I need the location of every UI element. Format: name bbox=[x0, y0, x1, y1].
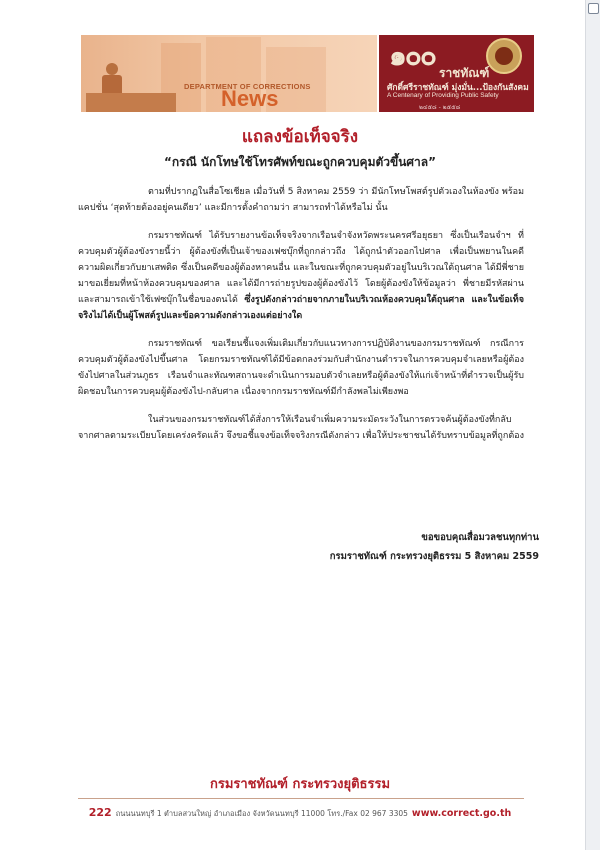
paragraph-facts bbox=[78, 228, 524, 324]
statement-body bbox=[78, 184, 524, 456]
extension-icon[interactable] bbox=[588, 3, 599, 14]
page-subtitle: “กรณี นักโทษใช้โทรศัพท์ขณะถูกควบคุมตัวขึ้นศาล” bbox=[163, 155, 437, 169]
department-label: DEPARTMENT OF CORRECTIONS bbox=[184, 82, 311, 91]
footer-divider bbox=[78, 798, 524, 799]
paragraph-procedure: กรมราชทัณฑ์ ขอเรียนชี้แจงเพิ่มเติมเกี่ยวกับแนวทางการปฏิบัติงานของกรมราชทัณฑ์ กรณีการควบคุมตัวผู้ต้องขังไปขึ้นศาล โดยกรมราชทัณฑ์ได้มีข้อตกลงร่วมกับสำนักงานตำรวจในการควบคุมจำเลยหรือผู้ต้องขังไปศาลในส่วนภูธร เรือนจำและทัณฑสถานจะดำเนินการมอบตัวจำเลยหรือผู้ต้องขังให้แก่เจ้าหน้าที่ตำรวจเป็นผู้รับผิดชอบในการควบคุมผู้ต้องขังไป-กลับศาล เนื่องจากกรมราชทัณฑ์มีกำลังพลไม่เพียงพอ bbox=[78, 339, 524, 397]
banner-photo-panel bbox=[81, 35, 377, 112]
page-title: แถลงข้อเท็จจริง bbox=[241, 127, 359, 147]
footer-address-number: 222 bbox=[88, 806, 112, 819]
logo-wordmark: ราชทัณฑ์ bbox=[439, 66, 490, 80]
news-label: News bbox=[221, 86, 279, 111]
footer-contact bbox=[0, 806, 600, 820]
department-seal-icon bbox=[486, 38, 522, 74]
rail-caption bbox=[588, 18, 598, 78]
paragraph-facts-text: กรมราชทัณฑ์ ได้รับรายงานข้อเท็จจริงจากเรือนจำจังหวัดพระนครศรีอยุธยา ซึ่งเป็นเรือนจำฯ ที่ควบคุมตัวผู้ต้องขังรายนี้ว่า ผู้ต้องขังที่เป็นเจ้าของเฟซบุ๊กที่ถูกกล่าวถึง ได้ถูกนำตัวออกไปศาล เพื่อเป็นพยานในคดีความผิดเกี่ยวกับยาเสพติด ซึ่งเป็นคดีของผู้ต้องหาคนอื่น และในขณะที่ถูกควบคุมตัวอยู่ในบริเวณใต้ถุนศาล ได้มีพี่ชายมาขอเยี่ยมที่หน้าห้องควบคุมของศาล และได้มีการถ่ายรูปของผู้ต้องขังไว้ โดยผู้ต้องขังให้ข้อมูลว่า พี่ชายมีรหัสผ่านและสามารถเข้าใช้เฟซบุ๊กในชื่อของตนได้ bbox=[78, 231, 524, 305]
paragraph-facts-emphasis: ซึ่งรูปดังกล่าวถ่ายจากภายในบริเวณห้องควบคุมใต้ถุนศาล และในข้อเท็จจริงไม่ได้เป็นผู้โพสต์รูปและข้อความดังกล่าวเองแต่อย่างใด bbox=[78, 295, 525, 321]
centenary-logo-panel bbox=[379, 35, 534, 112]
signature-org-date: กรมราชทัณฑ์ กระทรวงยุติธรรม 5 สิงหาคม 2559 bbox=[329, 551, 539, 562]
news-banner bbox=[81, 35, 534, 112]
podium-graphic bbox=[86, 93, 176, 112]
footer-website-link[interactable]: www.correct.go.th bbox=[411, 808, 512, 819]
footer-address: ถนนนนทบุรี 1 ตำบลสวนใหญ่ อำเภอเมือง จังหวัดนนทบุรี 11000 โทร./Fax 02 967 3305 bbox=[115, 809, 408, 818]
footer-organization: กรมราชทัณฑ์ กระทรวงยุติธรรม bbox=[209, 777, 391, 792]
logo-slogan: ศักดิ์ศรีราชทัณฑ์ มุ่งมั่น...ป้องกันสังคม bbox=[387, 83, 529, 93]
paragraph-action: ในส่วนของกรมราชทัณฑ์ได้สั่งการให้เรือนจำเพิ่มความระมัดระวังในการตรวจค้นผู้ต้องขังที่กลับจากศาลตามระเบียบโดยเคร่งครัดแล้ว จึงขอชี้แจงข้อเท็จจริงกรณีดังกล่าว เพื่อให้ประชาชนได้รับทราบข้อมูลที่ถูกต้อง bbox=[78, 415, 524, 441]
logo-years: ๒๔๕๘ - ๒๕๕๘ bbox=[419, 104, 461, 111]
signature-thanks: ขอขอบคุณสื่อมวลชนทุกท่าน bbox=[421, 532, 539, 543]
centenary-number: ๑๐๐ bbox=[389, 39, 435, 72]
logo-tagline: A Centenary of Providing Public Safety bbox=[387, 92, 499, 99]
paragraph-intro: ตามที่ปรากฏในสื่อโซเชียล เมื่อวันที่ 5 สิงหาคม 2559 ว่า มีนักโทษโพสต์รูปตัวเองในห้องขัง พร้อมแคปชั่น ‘สุดท้ายต้องอยู่คนเดียว’ และมีการตั้งคำถามว่า สามารถทำได้หรือไม่ นั้น bbox=[78, 187, 524, 213]
